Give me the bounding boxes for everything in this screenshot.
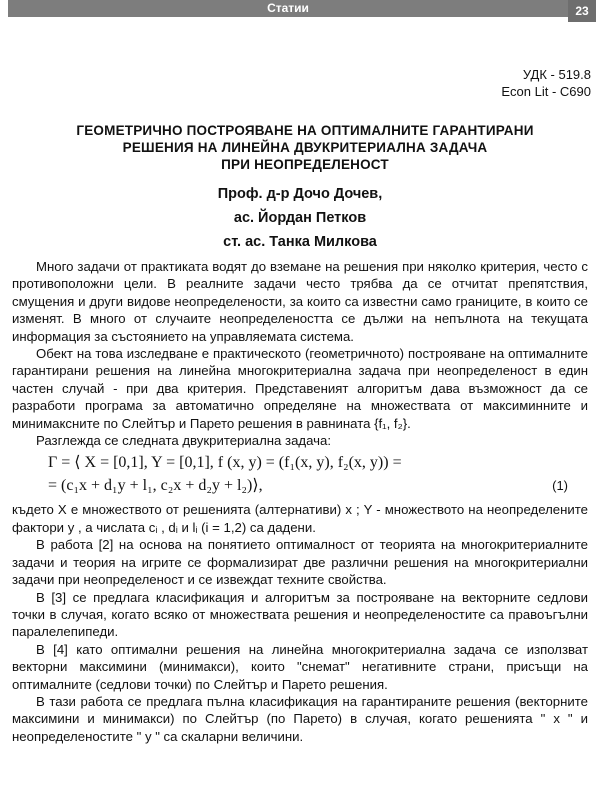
article-title: [25, 122, 585, 173]
body-paragraph: В [3] се предлага класификация и алгоритъм за построяване на векторните седлови точки в случая, когато всяко от множествата решения и неопределеностите са правоъгълни паралелепипеди.: [12, 589, 588, 640]
udk-code: УДК - 519.8: [522, 67, 591, 82]
body-paragraph: В [4] като оптимални решения на линейна многокритериална задача се използват векторни максимини (минимакси), които "снемат" негативните страни, присъщи на оптималните (седлови точки) по Слейтър и Парето решения.: [12, 641, 588, 692]
econlit-code: Econ Lit - C690: [501, 84, 591, 99]
body-paragraph: В тази работа се предлага пълна класификация на гарантираните решения (векторните максимини и минимакси) по Слейтър (по Парето) в случая, когато решенията " x " и неопределеностите " y " са скаларни величини.: [12, 693, 588, 744]
body-paragraph: Много задачи от практиката водят до вземане на решения при няколко критерия, често с противоположни цели. В реалните задачи често трябва да се отчитат препятствия, смущения и други видове неопределености, за които са известни само границите, в които се изменят. В много от случаите неопределеността се дължи на непълнота на текущата информация за състоянието на управляемата система.: [12, 259, 588, 344]
section-title: Статии: [267, 1, 309, 15]
body-paragraph: където X е множеството от решенията (алтернативи) x ; Y - множеството на неопределените фактори y , а числата cᵢ , dᵢ и lᵢ (i = 1,2) са дадени.: [12, 502, 588, 535]
running-header-bar: [8, 0, 568, 17]
equation-number: (1): [552, 478, 568, 494]
body-paragraph: В работа [2] на основа на понятието оптималност от теорията на многокритериалните задачи и теория на игрите се формализират две различни решения на многокритериални задачи при неопределеност и се извеждат техните свойства.: [12, 537, 588, 588]
author: ас. Йордан Петков: [233, 210, 367, 226]
page-number: 23: [568, 0, 596, 22]
classification-codes: [501, 66, 591, 100]
title-line: ПРИ НЕОПРЕДЕЛЕНОСТ: [221, 157, 389, 172]
author: Проф. д-р Дочо Дочев,: [217, 186, 383, 202]
title-line: РЕШЕНИЯ НА ЛИНЕЙНА ДВУКРИТЕРИАЛНА ЗАДАЧА: [122, 140, 488, 155]
body-paragraph: Обект на това изследване е практическото (геометричното) построяване на оптималните гарантирани решения на линейна многокритериална задача при неопределеност в един частен случай - при два критерия. Представеният алгоритъм дава възможност да се разработи програма за автоматично определяне на множествата от максиминните и минимаксните по Слейтър и Парето решения в равнината {f₁, f₂}.: [12, 346, 588, 431]
equation-line: Γ = ⟨ X = [0,1], Y = [0,1], f (x, y) = (f₁(x, y), f₂(x, y)) =: [48, 454, 402, 472]
body-paragraph: Разглежда се следната двукритериална задача:: [36, 433, 332, 449]
title-line: ГЕОМЕТРИЧНО ПОСТРОЯВАНЕ НА ОПТИМАЛНИТЕ ГАРАНТИРАНИ: [76, 123, 534, 138]
author-list: [0, 182, 600, 254]
equation-block: [48, 451, 588, 497]
article-body: [12, 258, 588, 745]
author: ст. ас. Танка Милкова: [223, 234, 377, 250]
equation-line: = (c₁x + d₁y + l₁, c₂x + d₂y + l₂)⟩,: [48, 477, 263, 495]
